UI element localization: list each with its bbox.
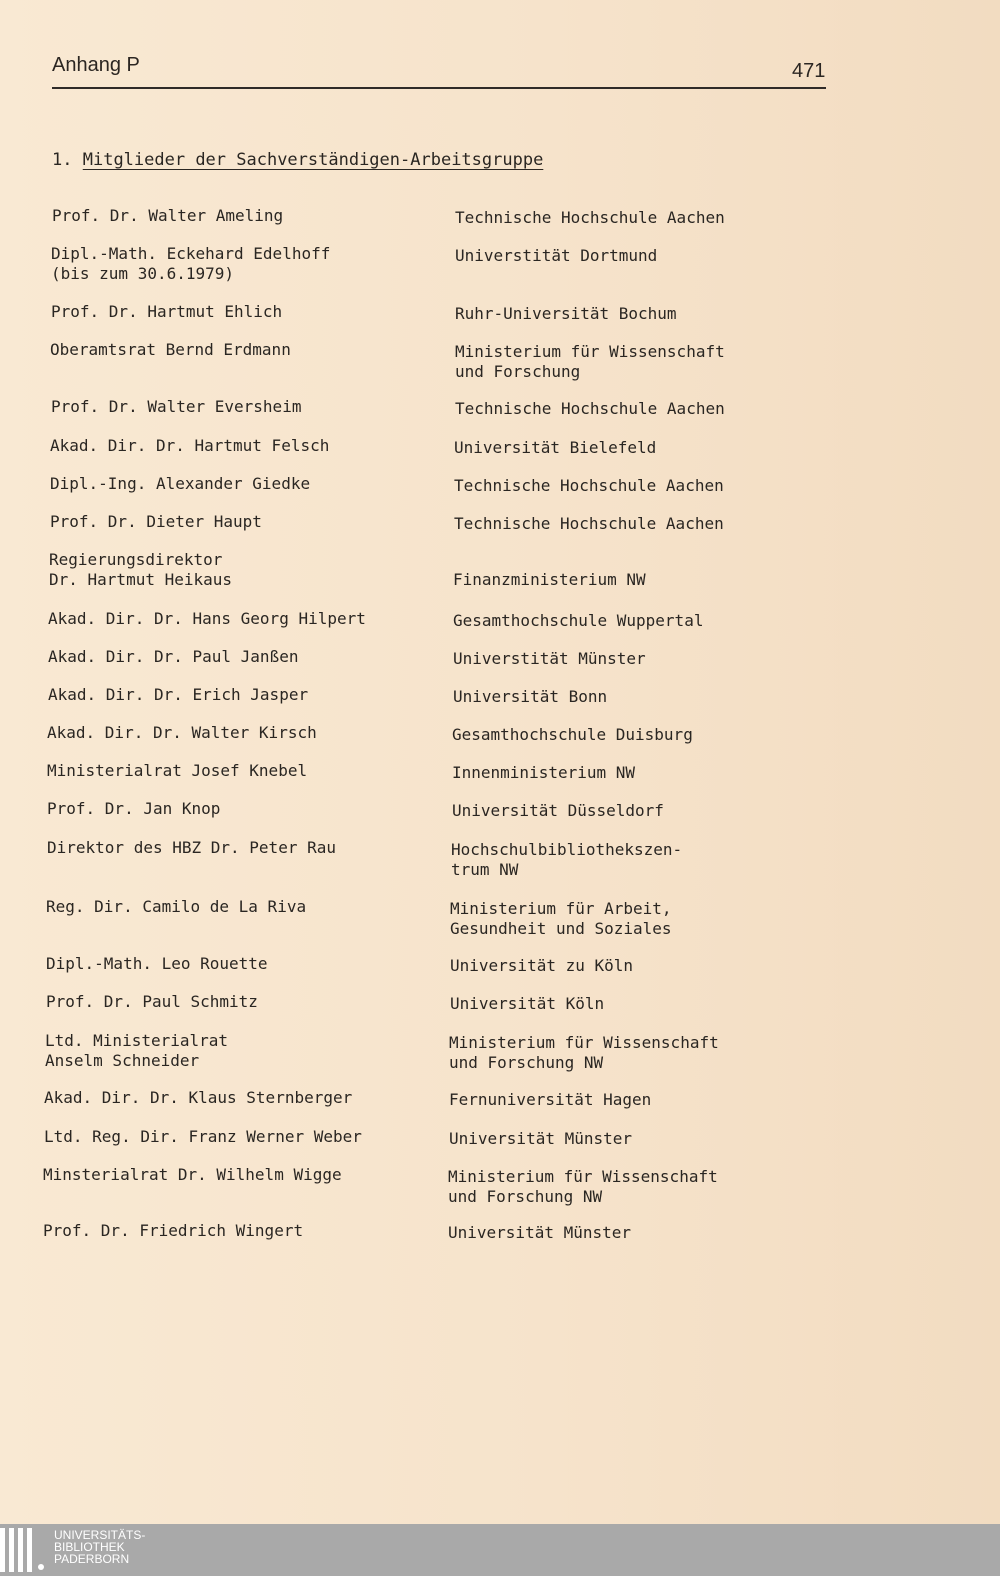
member-name-line: Direktor des HBZ Dr. Peter Rau bbox=[47, 838, 336, 857]
member-row bbox=[0, 206, 1000, 227]
member-row bbox=[0, 897, 1000, 938]
member-institution-line: Technische Hochschule Aachen bbox=[455, 208, 725, 227]
member-institution-line: und Forschung NW bbox=[449, 1053, 604, 1072]
member-institution-line: Ministerium für Wissenschaft bbox=[455, 342, 725, 361]
member-name-line: Reg. Dir. Camilo de La Riva bbox=[46, 897, 307, 916]
member-name bbox=[48, 609, 366, 629]
member-name bbox=[50, 512, 262, 532]
member-institution-line: Universität Bielefeld bbox=[454, 438, 657, 457]
member-institution bbox=[455, 208, 725, 228]
member-institution-line: Gesamthochschule Duisburg bbox=[452, 725, 693, 744]
member-name bbox=[47, 838, 336, 858]
member-row bbox=[0, 954, 1000, 975]
member-row bbox=[0, 397, 1000, 418]
member-institution-line: Gesundheit und Soziales bbox=[450, 919, 672, 938]
member-institution-line: und Forschung NW bbox=[448, 1187, 603, 1206]
member-name bbox=[51, 302, 282, 322]
member-name bbox=[47, 723, 317, 743]
member-name bbox=[44, 1127, 362, 1147]
section-title: Mitglieder der Sachverständigen-Arbeitsgruppe bbox=[82, 150, 544, 170]
member-row bbox=[0, 302, 1000, 323]
member-institution bbox=[455, 304, 677, 324]
member-name-line: Oberamtsrat Bernd Erdmann bbox=[50, 340, 291, 359]
member-row bbox=[0, 340, 1000, 381]
member-institution bbox=[453, 611, 703, 631]
member-institution-line: Gesamthochschule Wuppertal bbox=[453, 611, 704, 630]
member-institution-line: Universität Münster bbox=[448, 1223, 632, 1242]
section-number: 1. bbox=[52, 150, 73, 170]
member-name-line: Akad. Dir. Dr. Walter Kirsch bbox=[47, 723, 317, 742]
member-name bbox=[44, 1088, 352, 1108]
member-institution-line: Universität Köln bbox=[450, 994, 605, 1013]
member-name-line: Anselm Schneider bbox=[45, 1051, 200, 1070]
logo-dot-icon bbox=[38, 1564, 44, 1570]
member-name-line: Ltd. Reg. Dir. Franz Werner Weber bbox=[44, 1127, 362, 1146]
library-footer bbox=[0, 1524, 1000, 1576]
member-name-line: (bis zum 30.6.1979) bbox=[51, 264, 235, 283]
member-institution bbox=[452, 725, 693, 745]
member-institution bbox=[452, 801, 664, 821]
member-name-line: Prof. Dr. Dieter Haupt bbox=[50, 512, 262, 531]
member-name-line: Ltd. Ministerialrat bbox=[45, 1031, 229, 1050]
member-row bbox=[0, 244, 1000, 283]
member-name bbox=[45, 1031, 228, 1071]
member-institution-line: Ruhr-Universität Bochum bbox=[455, 304, 677, 323]
member-name-line: Dipl.-Ing. Alexander Giedke bbox=[50, 474, 311, 493]
member-row bbox=[0, 436, 1000, 457]
member-institution-line: Fernuniversität Hagen bbox=[449, 1090, 652, 1109]
member-name-line: Akad. Dir. Dr. Paul Janßen bbox=[48, 647, 299, 666]
member-institution bbox=[454, 476, 724, 496]
member-institution bbox=[452, 763, 635, 783]
member-name-line: Akad. Dir. Dr. Erich Jasper bbox=[48, 685, 309, 704]
member-row bbox=[0, 512, 1000, 533]
header-section-label: Anhang P bbox=[52, 54, 140, 76]
member-row bbox=[0, 723, 1000, 744]
member-institution-line: Technische Hochschule Aachen bbox=[454, 514, 724, 533]
member-institution bbox=[451, 840, 682, 880]
member-name-line: Minsterialrat Dr. Wilhelm Wigge bbox=[43, 1165, 342, 1184]
member-row bbox=[0, 1127, 1000, 1148]
member-institution bbox=[450, 899, 672, 939]
member-name bbox=[51, 397, 301, 417]
member-institution-line: Hochschulbibliothekszen- bbox=[451, 840, 683, 859]
member-name-line: Akad. Dir. Dr. Klaus Sternberger bbox=[44, 1088, 353, 1107]
member-institution-line: Universtität Dortmund bbox=[455, 246, 658, 265]
member-name-line: Prof. Dr. Jan Knop bbox=[47, 799, 221, 818]
member-row bbox=[0, 550, 1000, 589]
member-institution bbox=[454, 514, 724, 534]
member-name-line: Akad. Dir. Dr. Hartmut Felsch bbox=[50, 436, 330, 455]
member-name bbox=[43, 1221, 303, 1241]
member-institution-line: Innenministerium NW bbox=[452, 763, 636, 782]
member-name bbox=[43, 1165, 342, 1185]
member-name-line: Regierungsdirektor bbox=[49, 550, 223, 569]
member-institution-line: Universität Bonn bbox=[453, 687, 608, 706]
member-name bbox=[49, 550, 232, 590]
member-name bbox=[46, 954, 268, 974]
member-institution bbox=[449, 1129, 632, 1149]
member-name-line: Prof. Dr. Hartmut Ehlich bbox=[51, 302, 283, 321]
member-institution bbox=[449, 1090, 651, 1110]
member-row bbox=[0, 1088, 1000, 1109]
member-institution-line: Ministerium für Wissenschaft bbox=[449, 1033, 719, 1052]
member-institution-line: Universität Münster bbox=[449, 1129, 633, 1148]
member-row bbox=[0, 1165, 1000, 1206]
member-institution-line: Universität zu Köln bbox=[450, 956, 634, 975]
member-name-line: Ministerialrat Josef Knebel bbox=[47, 761, 308, 780]
member-row bbox=[0, 761, 1000, 782]
member-institution bbox=[455, 342, 725, 382]
member-institution-line: Finanzministerium NW bbox=[453, 570, 646, 589]
member-institution-line: Technische Hochschule Aachen bbox=[455, 399, 725, 418]
member-institution bbox=[448, 1223, 631, 1243]
member-name bbox=[48, 647, 298, 667]
member-row bbox=[0, 1031, 1000, 1072]
member-institution bbox=[454, 438, 656, 458]
member-row bbox=[0, 838, 1000, 879]
page-number: 471 bbox=[792, 60, 826, 82]
library-logo-bars-icon bbox=[0, 1528, 36, 1572]
member-name bbox=[47, 799, 220, 819]
member-row bbox=[0, 474, 1000, 495]
member-name bbox=[50, 436, 329, 456]
header-rule bbox=[52, 87, 826, 89]
member-institution bbox=[448, 1167, 718, 1207]
member-name-line: Prof. Dr. Paul Schmitz bbox=[46, 992, 258, 1011]
member-institution bbox=[455, 399, 725, 419]
member-row bbox=[0, 647, 1000, 668]
member-name bbox=[52, 206, 283, 226]
member-name-line: Prof. Dr. Friedrich Wingert bbox=[43, 1221, 304, 1240]
member-institution-line: Ministerium für Arbeit, bbox=[450, 899, 672, 918]
member-institution bbox=[450, 994, 604, 1014]
section-heading bbox=[52, 150, 543, 170]
member-name bbox=[46, 897, 306, 917]
logo-line: PADERBORN bbox=[54, 1552, 130, 1566]
member-name bbox=[50, 474, 310, 494]
member-institution-line: Technische Hochschule Aachen bbox=[454, 476, 724, 495]
member-institution-line: Universtität Münster bbox=[453, 649, 646, 668]
member-name-line: Akad. Dir. Dr. Hans Georg Hilpert bbox=[48, 609, 366, 628]
member-name-line: Dipl.-Math. Leo Rouette bbox=[46, 954, 268, 973]
member-row bbox=[0, 1221, 1000, 1242]
member-institution bbox=[453, 687, 607, 707]
member-name bbox=[48, 685, 308, 705]
library-logo-text bbox=[54, 1529, 145, 1565]
logo-line: UNIVERSITÄTS- bbox=[54, 1528, 146, 1542]
member-institution bbox=[450, 956, 633, 976]
member-name-line: Dipl.-Math. Eckehard Edelhoff bbox=[51, 244, 331, 263]
member-name bbox=[51, 244, 330, 284]
member-institution bbox=[449, 1033, 719, 1073]
member-name-line: Prof. Dr. Walter Eversheim bbox=[51, 397, 302, 416]
member-name-line: Prof. Dr. Walter Ameling bbox=[52, 206, 284, 225]
member-institution-line: Ministerium für Wissenschaft bbox=[448, 1167, 718, 1186]
member-name-line: Dr. Hartmut Heikaus bbox=[49, 570, 233, 589]
member-name bbox=[50, 340, 291, 360]
member-name bbox=[46, 992, 258, 1012]
member-row bbox=[0, 799, 1000, 820]
member-row bbox=[0, 685, 1000, 706]
member-institution-line: und Forschung bbox=[455, 362, 581, 381]
member-institution bbox=[453, 570, 646, 590]
member-institution bbox=[455, 246, 657, 266]
member-name bbox=[47, 761, 307, 781]
member-institution-line: trum NW bbox=[451, 860, 519, 879]
logo-line: BIBLIOTHEK bbox=[54, 1540, 125, 1554]
member-institution bbox=[453, 649, 646, 669]
member-row bbox=[0, 992, 1000, 1013]
member-row bbox=[0, 609, 1000, 630]
member-institution-line: Universität Düsseldorf bbox=[452, 801, 664, 820]
